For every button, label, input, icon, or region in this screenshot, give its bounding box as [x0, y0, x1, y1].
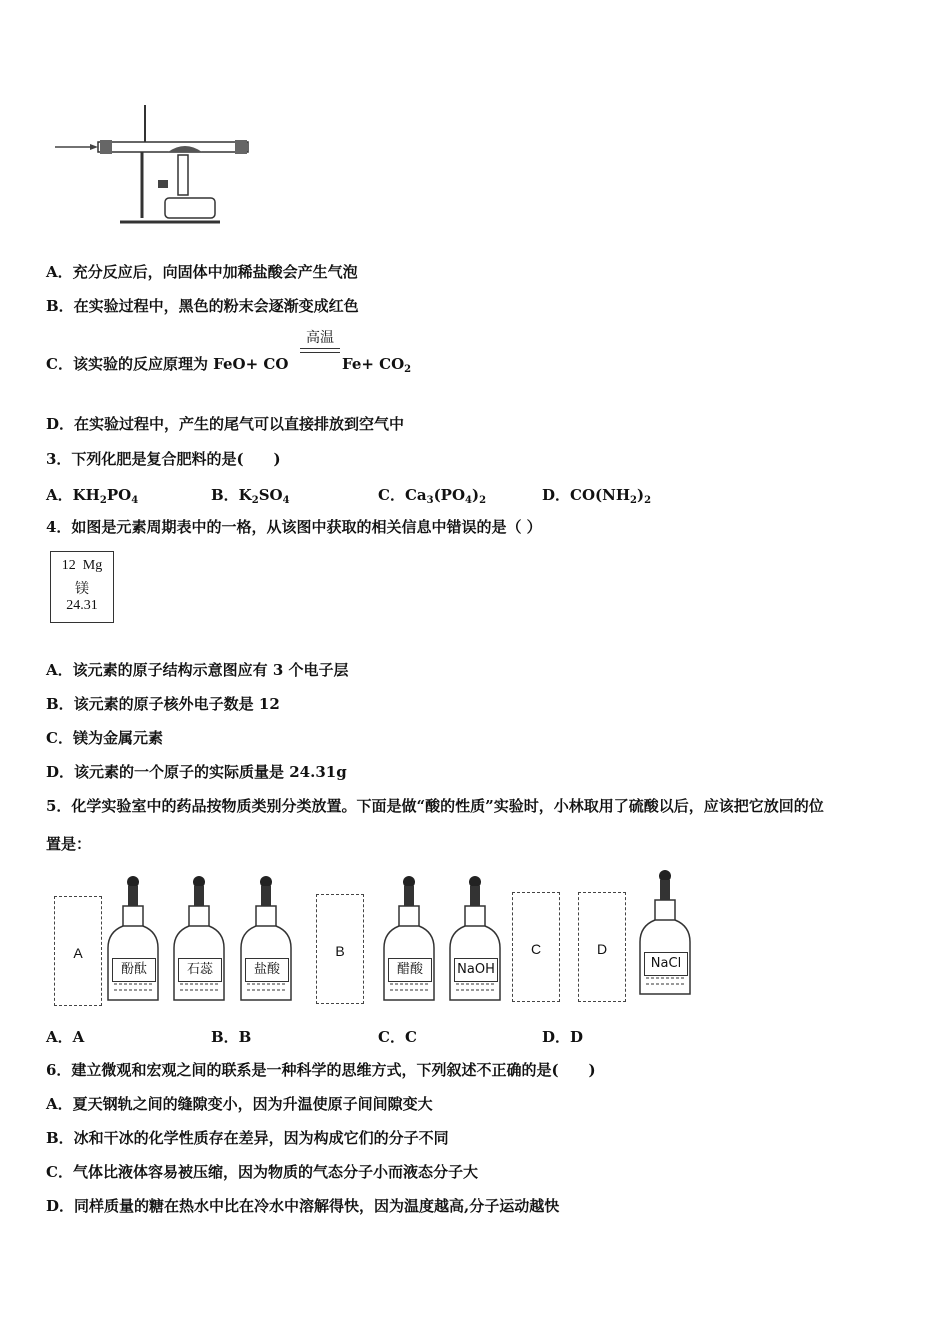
- q2-option-a: A．充分反应后，向固体中加稀盐酸会产生气泡: [46, 263, 358, 281]
- q3-option-a: A．$KH_2PO_4$: [46, 486, 139, 506]
- bottle-label: 醋酸: [388, 958, 432, 982]
- equals-bar-top: [300, 348, 340, 349]
- apparatus-figure: [50, 100, 250, 230]
- element-cell: [50, 551, 114, 623]
- q6-option-a: A．夏天钢轨之间的缝隙变小，因为升温使原子间间隙变大: [46, 1095, 433, 1113]
- q5-option-b: B．B: [211, 1028, 252, 1046]
- element-name: 镁: [75, 582, 89, 597]
- q4-option-c: C．镁为金属元素: [46, 729, 163, 747]
- bottle-label: NaCl: [644, 952, 688, 976]
- q5-option-d: D．D: [542, 1028, 584, 1046]
- q2-option-b: B．在实验过程中，黑色的粉末会逐渐变成红色: [46, 297, 359, 315]
- q3-option-c: C．$Ca_3(PO_4)_2$: [378, 486, 487, 506]
- bottle-phenolphthalein: [104, 868, 164, 1008]
- slot-d: D: [578, 892, 626, 1002]
- reaction-condition: 高温: [306, 330, 334, 346]
- q2-option-c: [46, 354, 288, 374]
- bottle-icon: [170, 868, 230, 1008]
- bottle-icon: [380, 868, 440, 1008]
- q6-option-c: C．气体比液体容易被压缩，因为物质的气态分子小而液态分子大: [46, 1163, 478, 1181]
- bottle-icon: [446, 868, 506, 1008]
- bottle-icon: [104, 868, 164, 1008]
- bottle-label: 石蕊: [178, 958, 222, 982]
- q2-option-c-product: $Fe+ CO_2$: [342, 355, 412, 375]
- bottle-nacl: [636, 862, 696, 1002]
- q6-stem: 6．建立微观和宏观之间的联系是一种科学的思维方式，下列叙述不正确的是( ): [46, 1061, 596, 1079]
- slot-c: C: [512, 892, 560, 1002]
- q6-option-b: B．冰和干冰的化学性质存在差异，因为构成它们的分子不同: [46, 1129, 449, 1147]
- bottle-litmus: [170, 868, 230, 1008]
- q4-stem: 4．如图是元素周期表中的一格，从该图中获取的相关信息中错误的是（ ）: [46, 518, 542, 536]
- bottle-label: NaOH: [454, 958, 498, 982]
- bottle-label: 酚酞: [112, 958, 156, 982]
- q5-stem-line2: 置是：: [46, 835, 92, 853]
- element-mass: 24.31: [66, 598, 98, 613]
- q2-option-d: D．在实验过程中，产生的尾气可以直接排放到空气中: [46, 415, 405, 433]
- q4-option-b: B．该元素的原子核外电子数是 12: [46, 695, 280, 713]
- bottle-acetic-acid: [380, 868, 440, 1008]
- bottle-hydrochloric-acid: [237, 868, 297, 1008]
- bottle-icon: [636, 862, 696, 1002]
- equals-bar-bottom: [300, 352, 340, 353]
- bottle-naoh: [446, 868, 506, 1008]
- q4-option-a: A．该元素的原子结构示意图应有 3 个电子层: [46, 661, 349, 679]
- bottle-label: 盐酸: [245, 958, 289, 982]
- slot-b: B: [316, 894, 364, 1004]
- q3-option-d: D．$CO(NH_2)_2$: [542, 486, 652, 506]
- q3-option-b: B．$K_2SO_4$: [211, 486, 290, 506]
- q5-option-a: A．A: [46, 1028, 85, 1046]
- element-number-symbol: 12 Mg: [61, 558, 103, 573]
- q2-option-c-prefix: C．该实验的反应原理为 FeO+ CO: [46, 355, 289, 373]
- q5-option-c: C．C: [378, 1028, 417, 1046]
- slot-a: A: [54, 896, 102, 1006]
- q5-stem-line1: 5．化学实验室中的药品按物质类别分类放置。下面是做“酸的性质”实验时，小林取用了硫酸以后，应该把它放回的位: [46, 797, 824, 815]
- q6-option-d: D．同样质量的糖在热水中比在冷水中溶解得快，因为温度越高,分子运动越快: [46, 1197, 560, 1215]
- q4-option-d: D．该元素的一个原子的实际质量是 24.31g: [46, 763, 347, 781]
- bottle-icon: [237, 868, 297, 1008]
- q3-stem: 3．下列化肥是复合肥料的是( ): [46, 450, 281, 468]
